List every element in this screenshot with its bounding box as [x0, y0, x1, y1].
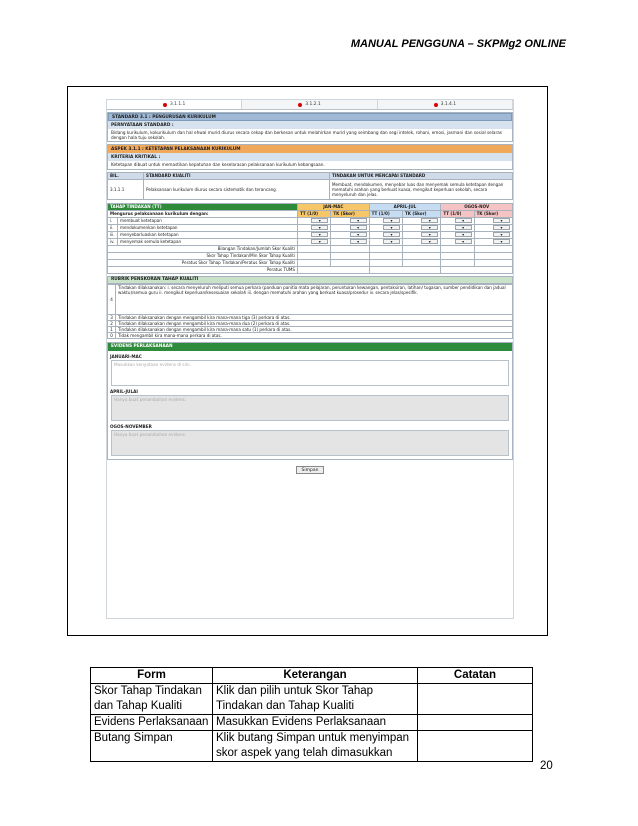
tt-select[interactable]: ▾: [455, 239, 472, 244]
tt-row: [108, 224, 513, 231]
kriteria-text: Ketetapan dibuat untuk memastikan kepatuhan dan keselarasan pelaksanaan kurikulum kebangsaan.: [111, 162, 325, 168]
kriteria-label: KRITERIA KRITIKAL :: [108, 153, 512, 161]
col-tt-jan: TT (1/0): [298, 210, 331, 217]
evidens-label: APRIL-JULAI: [110, 388, 138, 394]
legend-form: Evidens Perlaksanaan: [91, 715, 213, 731]
simpan-button[interactable]: Simpan: [296, 466, 324, 474]
tk-select[interactable]: ▾: [421, 232, 438, 237]
rubrik-text: Tidak mengambil kira mana-mana perkara di atas.: [116, 332, 513, 338]
legend-header-catatan: Catatan: [418, 668, 533, 684]
tab-3111[interactable]: 3.1.1.1: [107, 100, 242, 109]
tt-row-no: ii.: [108, 224, 118, 231]
rubrik-text: Tindakan dilaksanakan dengan mengambil kira mana-mana tiga (3) perkara di atas.: [116, 314, 513, 320]
tt-row-no: iii.: [108, 231, 118, 238]
evidens-title: EVIDENS PERLAKSANAAN: [108, 343, 512, 351]
tt-select[interactable]: ▾: [311, 239, 328, 244]
rubrik-table: [107, 284, 513, 339]
aspect-tabs: [107, 100, 513, 110]
legend-keterangan: Masukkan Evidens Perlaksanaan: [213, 715, 418, 731]
col-tk-jan: TK (Skor): [331, 210, 369, 217]
evidens-apr-input[interactable]: Hanya buat penambahan evidens.: [111, 395, 509, 421]
tt-select[interactable]: ▾: [383, 218, 400, 223]
tk-select[interactable]: ▾: [493, 225, 510, 230]
rubrik-score: 1: [108, 326, 116, 332]
tt-row-label: membuat ketetapan: [118, 217, 298, 224]
tab-3121[interactable]: 3.1.2.1: [242, 100, 377, 109]
col-tk-ogos: TK (Skor): [474, 210, 512, 217]
tt-select[interactable]: ▾: [455, 225, 472, 230]
tt-subtitle: Mengurus pelaksanaan kurikulum dengan:: [108, 210, 298, 217]
tk-select[interactable]: ▾: [493, 232, 510, 237]
tt-title: TAHAP TINDAKAN (TT): [108, 203, 298, 210]
legend-catatan: [418, 731, 533, 762]
pernyataan-text: Bidang kurikulum, kokurikulum dan hal ehwal murid diurus secara cekap dan berkesan untuk melahirkan murid yang seimbang dan segi intelek, rohani, emosi, jasmani dan sosial selaras dengan hala tuju sekolah.: [111, 130, 502, 141]
legend-form: Butang Simpan: [91, 731, 213, 762]
tt-select[interactable]: ▾: [311, 232, 328, 237]
tt-select[interactable]: ▾: [455, 218, 472, 223]
tk-select[interactable]: ▾: [350, 225, 367, 230]
sq-standard: Pelaksanaan kurikulum diurus secara sistematik dan terancang.: [144, 179, 330, 199]
standard-box: [107, 112, 513, 142]
tt-row-no: iv.: [108, 238, 118, 245]
rubrik-text: Tindakan dilaksanakan: i. secara menyeluruh meliputi semua perkara (panduan panitia mata pelajaran, peruntukan kewangan, pentaksiran, latihan/ tugasan, sumber pendidikan dan jadual waktu)/semua guru ii. mengikut keperluan/kesesuaian sekolah iii. dengan mematuhi arahan yang berkuat kuasa/prosedur iv. secara jelas/spesifik.: [116, 284, 513, 314]
evidens-label: OGOS-NOVEMBER: [110, 423, 152, 429]
summary-label: Bilangan Tindakan/Jumlah Skor Kualiti: [108, 245, 298, 252]
standard-title: STANDARD 3.1 : PENGURUSAN KURIKULUM: [108, 113, 512, 121]
rubrik-score: 2: [108, 320, 116, 326]
tk-select[interactable]: ▾: [350, 239, 367, 244]
evidens-ogos-input[interactable]: Hanya buat penambahan evidens.: [111, 430, 509, 456]
tk-select[interactable]: ▾: [421, 218, 438, 223]
tt-select[interactable]: ▾: [383, 225, 400, 230]
tt-row: [108, 217, 513, 224]
period-apr: APRIL-JUL: [369, 203, 441, 210]
col-bil: BIL.: [108, 172, 144, 179]
status-dot-icon: [434, 103, 438, 107]
tt-row-label: mendokumenkan ketetapan: [118, 224, 298, 231]
status-dot-icon: [298, 103, 302, 107]
tk-select[interactable]: ▾: [350, 218, 367, 223]
embedded-form-screenshot: [106, 99, 514, 619]
legend-keterangan: Klik dan pilih untuk Skor Tahap Tindakan dan Tahap Kualiti: [213, 684, 418, 715]
rubrik-text: Tindakan dilaksanakan dengan mengambil kira mana-mana satu (1) perkara di atas.: [116, 326, 513, 332]
col-tt-ogos: TT (1/0): [441, 210, 474, 217]
evidens-box: [107, 342, 513, 460]
tt-row-label: menyebarluaskan ketetapan: [118, 231, 298, 238]
rubrik-title: RUBRIK PENSKORAN TAHAP KUALITI: [107, 276, 513, 284]
legend-header-keterangan: Keterangan: [213, 668, 418, 684]
tk-select[interactable]: ▾: [421, 225, 438, 230]
summary-label: Skor Tahap Tindakan/Min Skor Tahap Kualiti: [108, 252, 298, 259]
tk-select[interactable]: ▾: [493, 239, 510, 244]
legend-catatan: [418, 715, 533, 731]
aspek-title: ASPEK 3.1.1 : KETETAPAN PELAKSANAAN KURIKULUM: [108, 145, 512, 153]
tahap-tindakan-table: [107, 203, 513, 274]
summary-label: Peratus TUMS: [108, 266, 298, 273]
tt-select[interactable]: ▾: [311, 225, 328, 230]
tt-row: [108, 238, 513, 245]
tt-row-no: i.: [108, 217, 118, 224]
col-standard: STANDARD KUALITI: [144, 172, 330, 179]
legend-catatan: [418, 684, 533, 715]
tk-select[interactable]: ▾: [421, 239, 438, 244]
evidens-jan-input[interactable]: Masukkan kenyataan evidens di sini.: [111, 360, 509, 386]
standard-kualiti-table: [107, 172, 513, 200]
page-header: MANUAL PENGGUNA – SKPMg2 ONLINE: [350, 38, 566, 50]
screenshot-frame: [67, 86, 548, 636]
tt-row-label: menyemak semula ketetapan: [118, 238, 298, 245]
tk-select[interactable]: ▾: [350, 232, 367, 237]
sq-bil: 3.1.1.1: [108, 179, 144, 199]
rubrik-text: Tindakan dilaksanakan dengan mengambil kira mana-mana dua (2) perkara di atas.: [116, 320, 513, 326]
tt-select[interactable]: ▾: [311, 218, 328, 223]
col-tk-apr: TK (Skor): [402, 210, 440, 217]
period-ogos: OGOS-NOV: [441, 203, 513, 210]
tk-select[interactable]: ▾: [493, 218, 510, 223]
period-jan: JAN-MAC: [298, 203, 370, 210]
tab-3141[interactable]: 3.1.4.1: [378, 100, 513, 109]
pernyataan-label: PERNYATAAN STANDARD :: [108, 121, 512, 129]
tt-select[interactable]: ▾: [383, 239, 400, 244]
legend-form: Skor Tahap Tindakan dan Tahap Kualiti: [91, 684, 213, 715]
aspek-box: [107, 144, 513, 169]
tt-row: [108, 231, 513, 238]
summary-label: Peratus Skor Tahap Tindakan/Peratus Skor Tahap Kualiti: [108, 259, 298, 266]
page-number: 20: [540, 760, 553, 772]
tt-select[interactable]: ▾: [383, 232, 400, 237]
legend-table: [90, 667, 533, 762]
rubrik-score: 0: [108, 332, 116, 338]
evidens-label: JANUARI-MAC: [110, 353, 142, 359]
rubrik-score: 4: [108, 284, 116, 314]
sq-tindakan: Membuat, mendokumen, menyebar luas dan menyemak semula ketetapan dengan mematuhi arahan yang berkuat kuasa, mengikut keperluan sekolah, secara menyeluruh dan jelas.: [330, 179, 513, 199]
col-tt-apr: TT (1/0): [369, 210, 402, 217]
tt-select[interactable]: ▾: [455, 232, 472, 237]
col-tindakan: TINDAKAN UNTUK MENCAPAI STANDARD: [330, 172, 513, 179]
status-dot-icon: [163, 103, 167, 107]
legend-keterangan: Klik butang Simpan untuk menyimpan skor aspek yang telah dimasukkan: [213, 731, 418, 762]
rubrik-score: 3: [108, 314, 116, 320]
legend-header-form: Form: [91, 668, 213, 684]
